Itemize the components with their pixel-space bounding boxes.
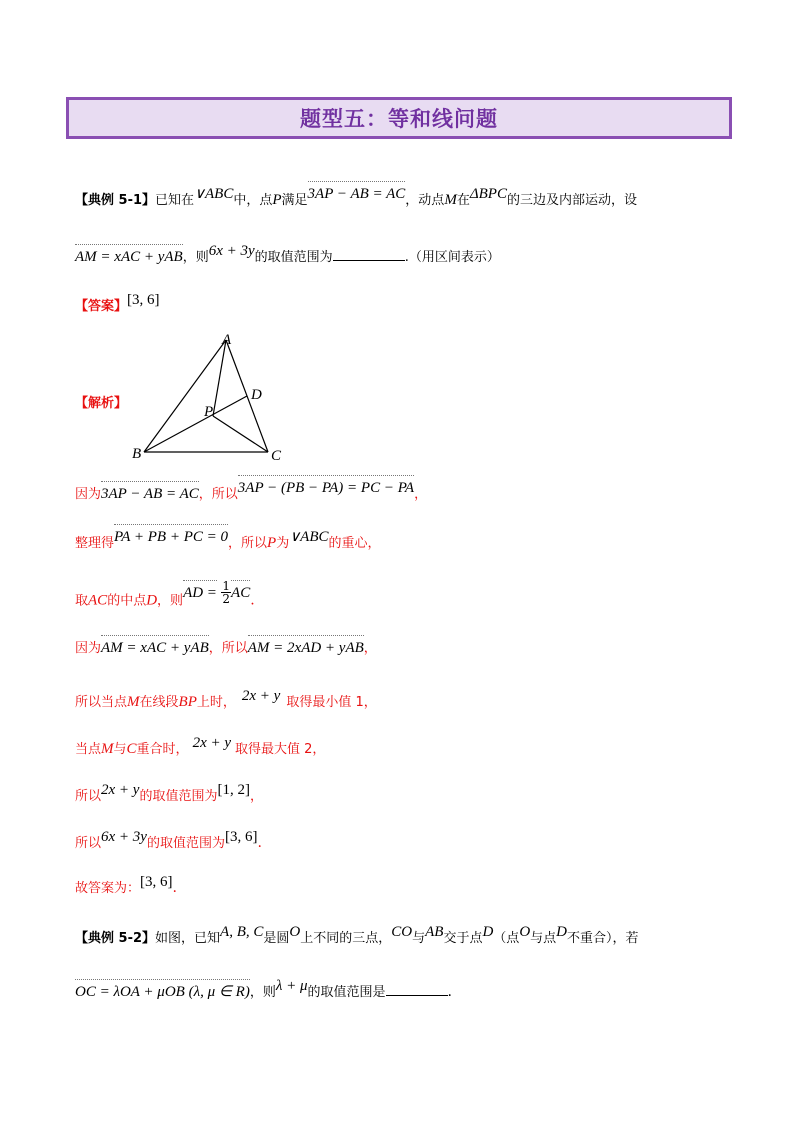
math-triangle: ΔBPC: [469, 186, 507, 202]
text: 故答案为：: [75, 881, 141, 896]
example-5-1-line-1: [75, 186, 637, 211]
example-tag: 【典例 5-2】: [75, 931, 156, 946]
text: 中，点: [233, 193, 273, 208]
analysis-step-9: [75, 874, 177, 899]
math-expression: 2x + y: [101, 782, 140, 798]
text: ，所以: [228, 536, 268, 551]
text: ，: [363, 641, 377, 656]
text: 的取值范围为: [139, 789, 218, 804]
answer-value: [3, 6]: [127, 292, 160, 308]
math-equation: OC = λOA + μOB (λ, μ ∈ R): [75, 984, 250, 1000]
math-var: O: [289, 924, 301, 940]
math-var: D: [146, 592, 158, 609]
math-var: D: [556, 924, 568, 940]
text: 取: [75, 593, 89, 609]
triangle-figure: [130, 330, 290, 465]
math-var: M: [127, 694, 140, 710]
math-equation: AM = 2xAD + yAB: [247, 640, 364, 656]
math-var: M: [444, 192, 457, 208]
text: 所以: [75, 789, 102, 804]
math-range: [3, 6]: [224, 829, 258, 845]
text: 为: [276, 536, 290, 551]
section-title: 题型五：等和线问题: [300, 107, 498, 131]
text: 整理得: [75, 536, 115, 551]
text: （点: [493, 931, 520, 946]
analysis-step-5: [75, 688, 377, 713]
text: .（用区间表示）: [404, 250, 500, 265]
text: 与: [113, 742, 127, 757]
text: .: [250, 592, 255, 609]
math-equation: 3AP − AB = AC: [307, 186, 406, 202]
text: .: [257, 835, 262, 851]
text: 与: [412, 931, 426, 946]
numerator: 1: [222, 579, 231, 593]
math-equation: [183, 579, 251, 606]
math-equation: PA + PB + PC = 0: [114, 529, 228, 545]
analysis-step-6: [75, 735, 326, 760]
text: 的重心，: [328, 536, 381, 551]
text: 当点: [75, 742, 102, 757]
example-tag: 【典例 5-1】: [75, 193, 156, 208]
analysis-step-2: [75, 529, 381, 554]
text: 的中点: [107, 593, 147, 609]
text: .: [172, 880, 177, 896]
text: 的三边及内部运动，设: [506, 193, 637, 208]
math-var: CO: [391, 924, 413, 940]
text: 不重合），若: [567, 931, 639, 946]
text: 的取值范围为: [254, 250, 333, 265]
text: ，: [249, 789, 263, 804]
math-expression: 6x + 3y: [208, 243, 255, 259]
text: ，则: [157, 593, 184, 609]
label-B: B: [132, 446, 142, 462]
text: 上不同的三点，: [300, 931, 392, 946]
text: ，动点: [405, 193, 445, 208]
fraction: [221, 580, 231, 605]
math-triangle: ∨ABC: [289, 529, 329, 545]
math-expression: 2x + y: [192, 735, 231, 751]
math-range: [3, 6]: [140, 874, 173, 890]
math-lhs: AD =: [183, 584, 217, 601]
label-A: A: [222, 332, 232, 348]
answer-tag: 【答案】: [75, 299, 128, 314]
text: 是圆: [263, 931, 290, 946]
text: 重合时，: [136, 742, 189, 757]
math-var: BP: [178, 694, 197, 710]
text: 交于点: [443, 931, 483, 946]
answer-blank: [386, 981, 448, 996]
label-C: C: [271, 448, 282, 464]
math-expression: λ + μ: [275, 978, 308, 994]
math-var: P: [267, 535, 277, 551]
math-points: A, B, C: [220, 924, 264, 940]
text: ，所以: [208, 641, 248, 656]
math-var: AC: [88, 592, 108, 609]
analysis-tag-line: [75, 393, 127, 414]
section-title-box: [66, 97, 732, 139]
text: 如图，已知: [155, 931, 221, 946]
analysis-tag: 【解析】: [75, 396, 128, 411]
text: 已知在: [155, 193, 195, 208]
math-expression: 6x + 3y: [101, 829, 147, 845]
math-range: [1, 2]: [217, 782, 250, 798]
analysis-step-4: [75, 638, 377, 659]
segment-PC: [213, 416, 268, 452]
math-var: P: [272, 192, 282, 208]
text: 与点: [530, 931, 557, 946]
text: .: [447, 984, 452, 1000]
example-5-1-line-2: [75, 243, 500, 268]
text: ，所以: [198, 487, 238, 502]
edge-AB: [144, 340, 226, 452]
text: 因为: [75, 641, 102, 656]
example-5-2-line-2: [75, 978, 452, 1003]
segment-BD: [144, 396, 247, 452]
label-D: D: [251, 387, 262, 403]
denominator: 2: [222, 592, 231, 606]
label-P: P: [204, 404, 214, 420]
math-var: C: [126, 741, 137, 757]
text: 所以当点: [75, 695, 128, 710]
text: 所以: [75, 836, 102, 851]
text: 因为: [75, 487, 102, 502]
text: 取得最小值 1，: [286, 695, 377, 710]
text: 上时，: [196, 695, 236, 710]
text: 在线段: [139, 695, 179, 710]
text: 在: [456, 193, 470, 208]
math-rhs: AC: [231, 584, 251, 601]
answer-blank: [333, 246, 405, 261]
text: ，: [414, 487, 428, 502]
analysis-step-7: [75, 782, 263, 807]
answer-line: [75, 292, 160, 317]
math-equation: AM = xAC + yAB: [75, 249, 183, 265]
math-var: D: [482, 924, 494, 940]
math-equation: 3AP − AB = AC: [101, 486, 199, 502]
text: ，则: [182, 250, 209, 265]
text: 取得最大值 2，: [235, 742, 326, 757]
math-var: M: [101, 741, 114, 757]
segment-AP: [213, 340, 226, 416]
math-expression: 2x + y: [241, 688, 281, 704]
math-equation: 3AP − (PB − PA) = PC − PA: [237, 480, 415, 496]
analysis-step-1: [75, 480, 428, 505]
text: ，则: [249, 985, 276, 1000]
math-triangle: ∨ABC: [194, 186, 234, 202]
math-var: O: [519, 924, 531, 940]
example-5-2-line-1: [75, 924, 639, 949]
text: 的取值范围为: [146, 836, 225, 851]
analysis-step-8: [75, 829, 262, 854]
text: 的取值范围是: [307, 985, 386, 1000]
text: 满足: [281, 193, 308, 208]
math-var: AB: [425, 924, 444, 940]
math-equation: AM = xAC + yAB: [101, 640, 209, 656]
analysis-step-3: [75, 579, 255, 613]
